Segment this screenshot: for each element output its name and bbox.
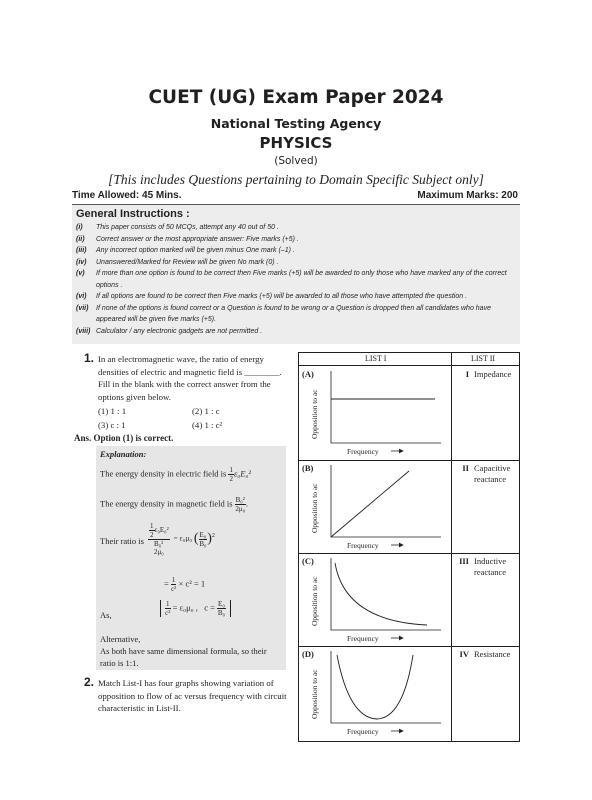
graph-b-ylabel: Opposition to ac <box>310 483 319 533</box>
paper-note: [This includes Questions pertaining to Domain Specific Subject only] <box>108 172 484 187</box>
explanation-line-magnetic: The energy density in magnetic field is $\frac{\text{B₀²}}{\text{2μ₀}}$ . <box>100 496 248 513</box>
explanation-text: ratio is 1:1. <box>100 658 139 668</box>
option-4[interactable]: (4) 1 : c² <box>192 420 223 430</box>
explanation-text: The energy density in electric field is <box>100 468 227 479</box>
explanation-line-as <box>100 610 112 620</box>
graph-c-ylabel: Opposition to ac <box>310 576 319 626</box>
option-2[interactable]: (2) 1 : c <box>192 406 220 416</box>
formula-relations: $\frac{1}{\text{c²}}$ = ε₀μ₀ , c = $\frac{\text{E₀}}{\text{B₀}}$ <box>160 600 231 617</box>
formula-result: = $\frac{1}{\text{c²}}$ × c² = 1 <box>164 576 206 593</box>
agency-name: National Testing Agency <box>210 116 382 131</box>
list2-num: II <box>462 463 469 473</box>
graph-c-axes <box>331 558 441 630</box>
graph-a-xlabel: Frequency <box>347 447 379 456</box>
general-instructions <box>72 204 520 344</box>
formula-ratio: $\frac{1}{2}$ ε₀E₀² B₀² 2μ₀ = ε₀μ₀ ( $\frac{\text{E₀}}{\text{B₀}}$ )$^2$ <box>150 522 215 556</box>
time-allowed: Time Allowed: 45 Mins. <box>72 190 182 201</box>
graph-d-xlabel: Frequency <box>347 727 379 736</box>
list2-text: Impedance <box>474 369 512 379</box>
explanation-text: Their ratio is <box>100 536 144 546</box>
graph-c-xlabel: Frequency <box>347 634 379 643</box>
subject-name: PHYSICS <box>259 134 333 152</box>
question-number: 2. <box>84 675 95 689</box>
list2-text: Capacitive reactance <box>474 463 511 484</box>
instruction-text: If more than one option is found to be correct then Five marks (+5) will be awarded to only those who have marked any of the correct options . <box>96 270 507 289</box>
instruction-num: (iii) <box>76 247 87 254</box>
graph-a <box>310 371 441 456</box>
graph-c-curve <box>335 563 427 625</box>
instruction-item <box>76 326 516 338</box>
instruction-item <box>76 245 516 257</box>
explanation-text: The energy density in magnetic field is <box>100 498 233 509</box>
explanation-line-ratio <box>100 536 144 546</box>
explanation-line-electric <box>100 466 251 483</box>
maximum-marks: Maximum Marks: 200 <box>417 190 518 201</box>
answer-line: Ans. Option (1) is correct. <box>74 433 174 443</box>
list2-num: III <box>459 556 469 566</box>
instruction-text: If all options are found to be correct then Five marks (+5) will be awarded to all those who have attempted the question . <box>96 293 468 300</box>
row-label: (A) <box>302 369 314 379</box>
instruction-item <box>76 222 516 234</box>
graph-a-axes <box>331 371 441 443</box>
explanation-text: As both have same dimensional formula, so their <box>100 646 267 656</box>
table-header-list2: LIST II <box>471 354 496 363</box>
graphs <box>299 353 521 743</box>
paper-title: CUET (UG) Exam Paper 2024 <box>148 87 444 108</box>
question-number: 1. <box>84 351 95 365</box>
instruction-text: If none of the options is found correct or a Question is found to be wrong or a Question is dropped then all candidates who have appeared will be given five marks (+5). <box>96 304 491 323</box>
explanation-heading: Explanation: <box>100 449 147 459</box>
instruction-num: (v) <box>76 270 85 277</box>
instruction-text: Correct answer or the most appropriate answer: Five marks (+5) . <box>96 235 299 243</box>
instruction-num: (iv) <box>76 258 87 266</box>
graph-d-curve <box>337 655 413 719</box>
option-3[interactable]: (3) c : 1 <box>98 420 126 430</box>
formula-half: $\frac{1}{2}$ <box>229 466 233 483</box>
explanation-text: As, <box>100 610 112 620</box>
option-1[interactable]: (1) 1 : 1 <box>98 406 127 416</box>
row-label: (D) <box>302 649 314 659</box>
graph-b-xlabel: Frequency <box>347 541 379 550</box>
instruction-num: (i) <box>76 224 83 231</box>
instruction-item <box>76 303 516 326</box>
instruction-item <box>76 257 516 269</box>
instruction-item <box>76 268 516 291</box>
graph-d-ylabel: Opposition to ac <box>310 669 319 719</box>
instruction-item <box>76 234 516 246</box>
formula-electric: ε₀E₀² <box>233 468 251 479</box>
graph-b-axes <box>331 465 441 537</box>
table-header-list1: LIST I <box>365 354 387 363</box>
graph-d <box>310 651 441 736</box>
instruction-text: Calculator / any electronic gadgets are not permitted . <box>96 327 263 335</box>
graph-d-axes <box>331 651 441 723</box>
list2-text: Inductive reactance <box>474 556 507 577</box>
instruction-text: Unanswered/Marked for Review will be given No mark (0) . <box>96 258 279 266</box>
graph-a-ylabel: Opposition to ac <box>310 389 319 439</box>
formula-magnetic: $\frac{\text{B₀²}}{\text{2μ₀}}$ <box>235 496 246 513</box>
instruction-text: Any incorrect option marked will be given minus One mark (–1) . <box>96 247 295 254</box>
list2-num: I <box>465 369 469 379</box>
explanation-box <box>96 446 286 670</box>
instruction-num: (viii) <box>76 327 91 335</box>
row-label: (C) <box>302 556 314 566</box>
question-options <box>98 406 290 432</box>
instruction-text: This paper consists of 50 MCQs, attempt any 40 out of 50 . <box>96 224 279 231</box>
explanation-alternative: Alternative, <box>100 634 141 644</box>
graph-c <box>310 558 441 643</box>
graph-b <box>310 465 441 550</box>
instruction-num: (vi) <box>76 293 87 300</box>
question-text: Match List-I has four graphs showing variation of opposition to flow of ac versus frequency with circuit characteristic in List-II. <box>98 678 287 713</box>
instruction-item <box>76 291 516 303</box>
solved-label: (Solved) <box>274 155 318 167</box>
instruction-num: (vii) <box>76 304 89 312</box>
row-label: (B) <box>302 463 314 473</box>
question-text: In an electromagnetic wave, the ratio of energy densities of electric and magnetic field is ________. Fill in the blank with the correct answer from the options given below. <box>98 354 282 402</box>
list2-text: Resistance <box>474 649 511 659</box>
list2-num: IV <box>459 649 469 659</box>
match-table <box>298 352 520 742</box>
instructions-heading: General Instructions : <box>76 208 190 220</box>
instruction-num: (ii) <box>76 235 85 243</box>
graph-b-curve <box>331 471 409 537</box>
